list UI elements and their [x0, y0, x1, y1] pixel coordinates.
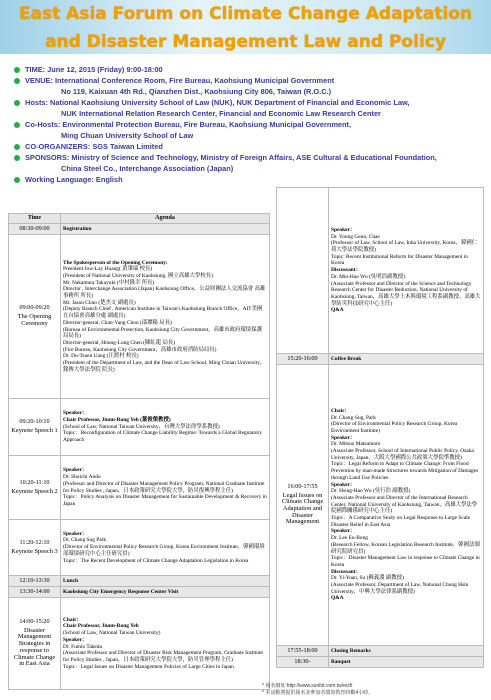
agenda-line: (Director of Environmental Policy Research Group, Korea Environment Institute) [331, 421, 458, 434]
info-coorganizers: CO-ORGANIZERS: SGS Taiwan Limited [14, 141, 484, 152]
table-row [9, 576, 270, 587]
row-time-label: 16:00-17:55 Legal Issues on Climate Change Adaptation and Disaster Management [277, 365, 329, 646]
agenda-line: Speaker： [331, 481, 356, 488]
table-row [9, 399, 270, 456]
agenda-line: Topic：The Recent Development of Climate Change Adaptation Legislation in Korea [63, 557, 249, 564]
agenda-line: Speaker： [331, 528, 356, 535]
bullet-icon [14, 122, 20, 128]
agenda-line: Director-general, Houng-Lung Chen (陳虹龍 局長) [63, 339, 176, 346]
col-agenda-header: Agenda [61, 214, 270, 224]
table-row [9, 224, 270, 235]
info-sponsors: SPONSORS: Ministry of Science and Technology, Ministry of Foreign Affairs, ASE Cultural & Educational Foundation, [14, 152, 484, 163]
row-text: Registration [61, 224, 270, 235]
row-text: Lunch [61, 576, 270, 587]
agenda-line: Chair： [63, 616, 82, 623]
row-text: Coffee Break [329, 354, 484, 365]
row-time-label [277, 188, 329, 354]
agenda-line: Dr. Hsing-Hao Wu (吳行浩 副教授) [331, 488, 411, 495]
agenda-line: Director-general, Chan-Yang Chou (邵璨陽 局長) [63, 319, 172, 326]
agenda-line: (Associate Professor and Director of Disaster Risk Management Program, Graduate Institute for Policy Studies , Japan，日本政策研究大學院大學，防災管理學程主任) [63, 650, 263, 663]
bullet-icon [14, 155, 20, 161]
row-content [61, 399, 270, 456]
agenda-line: (Professor of Law, School of Law, Inha University, Korea，韓國仁荷大學法學院教授) [331, 240, 478, 254]
agenda-line: Topic：Legal Issues on Disaster Management Policies of Large Cities in Japan [63, 663, 234, 670]
agenda-line: (Deputy Branch Chief , American Institute in Taiwan's Kaohsiung Branch Office，AIT美國在台協會高雄分處 副處長) [63, 306, 263, 320]
agenda-line: (Associate Professor and Director of the International Research Center, National University of Kaohsiung, Taiwan，高雄大學法學院國際關係研究中心主任) [331, 494, 478, 515]
row-content [329, 365, 484, 646]
agenda-line: Speaker： [331, 226, 356, 233]
row-time-label: 14:00-15:20 Disaster Management Strategies in response to Climate Change in East Asia [9, 598, 61, 690]
agenda-line: (Bureau of Environmental Protection, Kaohsiung City Government，高雄市政府環境保護局局長) [63, 326, 262, 340]
row-time: 13:30-14:00 [9, 587, 61, 598]
agenda-line: (Associate Professor, School of International Public Policy, Osaka University, Japan，大阪大學國際公共政策大學院準教授) [331, 448, 474, 461]
table-header [9, 214, 270, 224]
bullet-icon [14, 100, 20, 106]
agenda-line: Chair： [331, 407, 350, 414]
agenda-line: (School of Law, National Taiwan University，台灣大學法律學系教授) [63, 423, 220, 430]
info-language: Working Language: English [14, 174, 484, 185]
agenda-line: Topic：Reconfiguration of Climate Change Liability Regime: Towards a Global Regulatory Approach [63, 430, 263, 444]
agenda-line: Speaker： [63, 636, 88, 643]
agenda-line: Speaker： [63, 467, 88, 474]
info-cohosts: Co-Hosts: Environmental Protection Bureau, Fire Bureau, Kaohsiung Municipal Government, [14, 119, 484, 130]
row-time: 18:30- [277, 657, 329, 668]
bullet-icon [14, 78, 20, 84]
agenda-line: Dr. Yi-Yuan, Su (蘇義淵 副教授) [331, 575, 404, 582]
agenda-line: The Spokesperson of the Opening Ceremony: [63, 259, 168, 266]
table-row [277, 354, 484, 365]
page-title-line2: and Disaster Management Law and Policy [45, 32, 446, 52]
agenda-table-right [276, 187, 484, 668]
agenda-line: Dr. Min-Hao Wu (吳明浩副教授) [331, 273, 405, 280]
agenda-line: Mr. Nakamura Takayuki (中村隆幸 所長) [63, 279, 155, 286]
bullet-icon [14, 144, 20, 150]
agenda-line: Speaker： [63, 410, 88, 417]
footer-notes [262, 683, 373, 696]
row-time-label: 09:20-10:10 Keynote Speech 1 [9, 399, 61, 456]
agenda-line: Dr. Chang Sug Park [63, 537, 107, 544]
agenda-line: (President of the Department of Law, and the Dean of Law School, Ming Chuan University，銘傳大學法學院 院長) [63, 360, 266, 373]
row-text: Kaohsiung City Emergency Response Center Visit [61, 587, 270, 598]
agenda-line: Director , Interchange Association (Japan) Kaohsiung Office，公益財團法人交流協會 高雄事務所 所長) [63, 286, 266, 300]
agenda-line: Topic：A Comparative Study on Legal Response to Large Scale Disaster Relief in East Asia [331, 515, 471, 528]
agenda-line: President Jow-Lay Huang( 黃肇瑞 校長) [63, 266, 153, 273]
agenda-table-left [8, 213, 270, 690]
info-sponsors-cont: China Steel Co., Interchange Association (Japan) [61, 164, 234, 173]
agenda-line: Q&A [331, 307, 344, 314]
agenda-line: Mr. Jason Chuo (楚杰文 副處長) [63, 299, 136, 306]
agenda-line: Dr. Young Geun, Chae [331, 233, 380, 240]
agenda-line: (Associate Professor and Director of the Science and Technology Research Center for Disaster Reduction, National University of Kaohsiung, Taiwan，高雄大學土木與環境工程系副教授、高雄大學防災科技研究中心主任) [331, 280, 481, 307]
agenda-line: (Research Fellow, Korean Legislation Research Institute，韓國法制研究院研究員) [331, 541, 480, 555]
row-time-label: 11:20-12:10 Keynote Speech 3 [9, 520, 61, 576]
bullet-icon [14, 177, 20, 183]
row-time: 15:20-16:00 [277, 354, 329, 365]
agenda-line: Dr. Chang-Sug, Park [331, 414, 376, 421]
row-content [61, 235, 270, 399]
bullet-icon [14, 67, 20, 73]
row-time: 17:55-18:00 [277, 646, 329, 657]
info-time: TIME: June 12, 2015 (Friday) 9:00-18:00 [14, 64, 484, 75]
col-time-header: Time [9, 214, 61, 224]
agenda-line: (Director of Environmental Policy Research Group, Korea Environment Institute，韓國環境部環境研究中心主任研究員) [63, 544, 265, 557]
info-venue: VENUE: International Conference Room, Fire Bureau, Kaohsiung Municipal Government [14, 75, 484, 86]
agenda-line: Speaker： [331, 434, 356, 441]
row-content [61, 520, 270, 576]
agenda-line: (School of Law, National Taiwan University) [63, 630, 161, 637]
row-text: Banquet [329, 657, 484, 668]
agenda-line: (Professor and Director of Disaster Management Policy Program, National Graduate Institute for Policy Studies , Japan，日本政策研究大學院大學，防災復興學程主任) [63, 480, 265, 494]
agenda-line: Dr. Mitsuo Matsumoto [331, 441, 381, 448]
agenda-line: Dr. Du-Tsuen Uang (汪渡村 校長) [63, 353, 139, 360]
row-content [329, 188, 484, 354]
agenda-line: (Associate Professor, Department of Law, National Chung Hsin University，中興大學法律系副教授) [331, 582, 469, 595]
agenda-line: Chair Professor, Jiunn-Rong Yeh (葉俊榮教授) [63, 416, 171, 423]
footer-line-note: * 本活動將提供報名並參加者環境教育時數4小時。 [262, 689, 374, 696]
agenda-line: Topic：Policy Analysis on Disaster Management for Sustainable Development & Recovery in Japan [63, 494, 267, 507]
agenda-line: Topic：Legal Reform to Adapt to Climate Change: From Flood Prevention by man-made Structures towards Mitigation of Damages through Land Use Policies [331, 461, 479, 481]
row-time-label: 10:20-11:10 Keynote Speech 2 [9, 456, 61, 520]
agenda-line: Topic：Disaster Management Law in response to Climate Change in Korea [331, 555, 480, 568]
table-row [9, 456, 270, 520]
table-row [277, 365, 484, 646]
page-title-line1: East Asia Forum on Climate Change Adaptation [18, 4, 473, 24]
row-time: 12:10-13:30 [9, 576, 61, 587]
info-hosts-cont: NUK International Relation Research Center, Financial and Economic Law Research Center [61, 109, 381, 118]
agenda-line: Discussant： [331, 568, 361, 575]
table-row [9, 520, 270, 576]
row-time: 08:30-09:00 [9, 224, 61, 235]
table-row [9, 235, 270, 399]
table-row [277, 646, 484, 657]
row-content [61, 598, 270, 690]
agenda-line: Dr. Shoichi Ando [63, 474, 101, 481]
agenda-line: Topic: Recent Institutional Reform for Disaster Management in Korea [331, 253, 468, 267]
agenda-line: Q&A [331, 595, 344, 602]
row-content [61, 456, 270, 520]
info-hosts: Hosts: National Kaohsiung University School of Law (NUK), NUK Department of Financial and Economic Law, [14, 97, 484, 108]
agenda-line: (Fire Bureau, Kaohsiung City Government，高雄市政府消防局局長) [63, 346, 217, 353]
agenda-line: Discussant： [331, 267, 361, 274]
agenda-line: (President of National University of Kaohsiung, 國立高雄大學校長) [63, 272, 213, 279]
agenda-line: Dr. Lee Eu-Bong [331, 535, 368, 542]
info-cohosts-cont: Ming Chuan University School of Law [61, 131, 194, 140]
info-block [14, 64, 484, 185]
agenda-line: Chair Professor, Jiunn-Rong Yeh [63, 623, 139, 630]
row-time-label: 09:00-09:20 The Opening Ceremony [9, 235, 61, 399]
agenda-line: Speaker： [63, 530, 88, 537]
table-row [277, 188, 484, 354]
footer-line-url: * 報名網址:http://www.sunltd.com.tw/ecif/ [262, 683, 353, 689]
agenda-line: Dr. Fumio Takeda [63, 643, 102, 650]
table-row [277, 657, 484, 668]
table-row [9, 587, 270, 598]
info-venue-cont: No 119, Kaixuan 4th Rd., Qianzhen Dist., Kaohsiung City 806, Taiwan (R.O.C.) [61, 87, 332, 96]
table-row [9, 598, 270, 690]
row-text: Closing Remarks [329, 646, 484, 657]
